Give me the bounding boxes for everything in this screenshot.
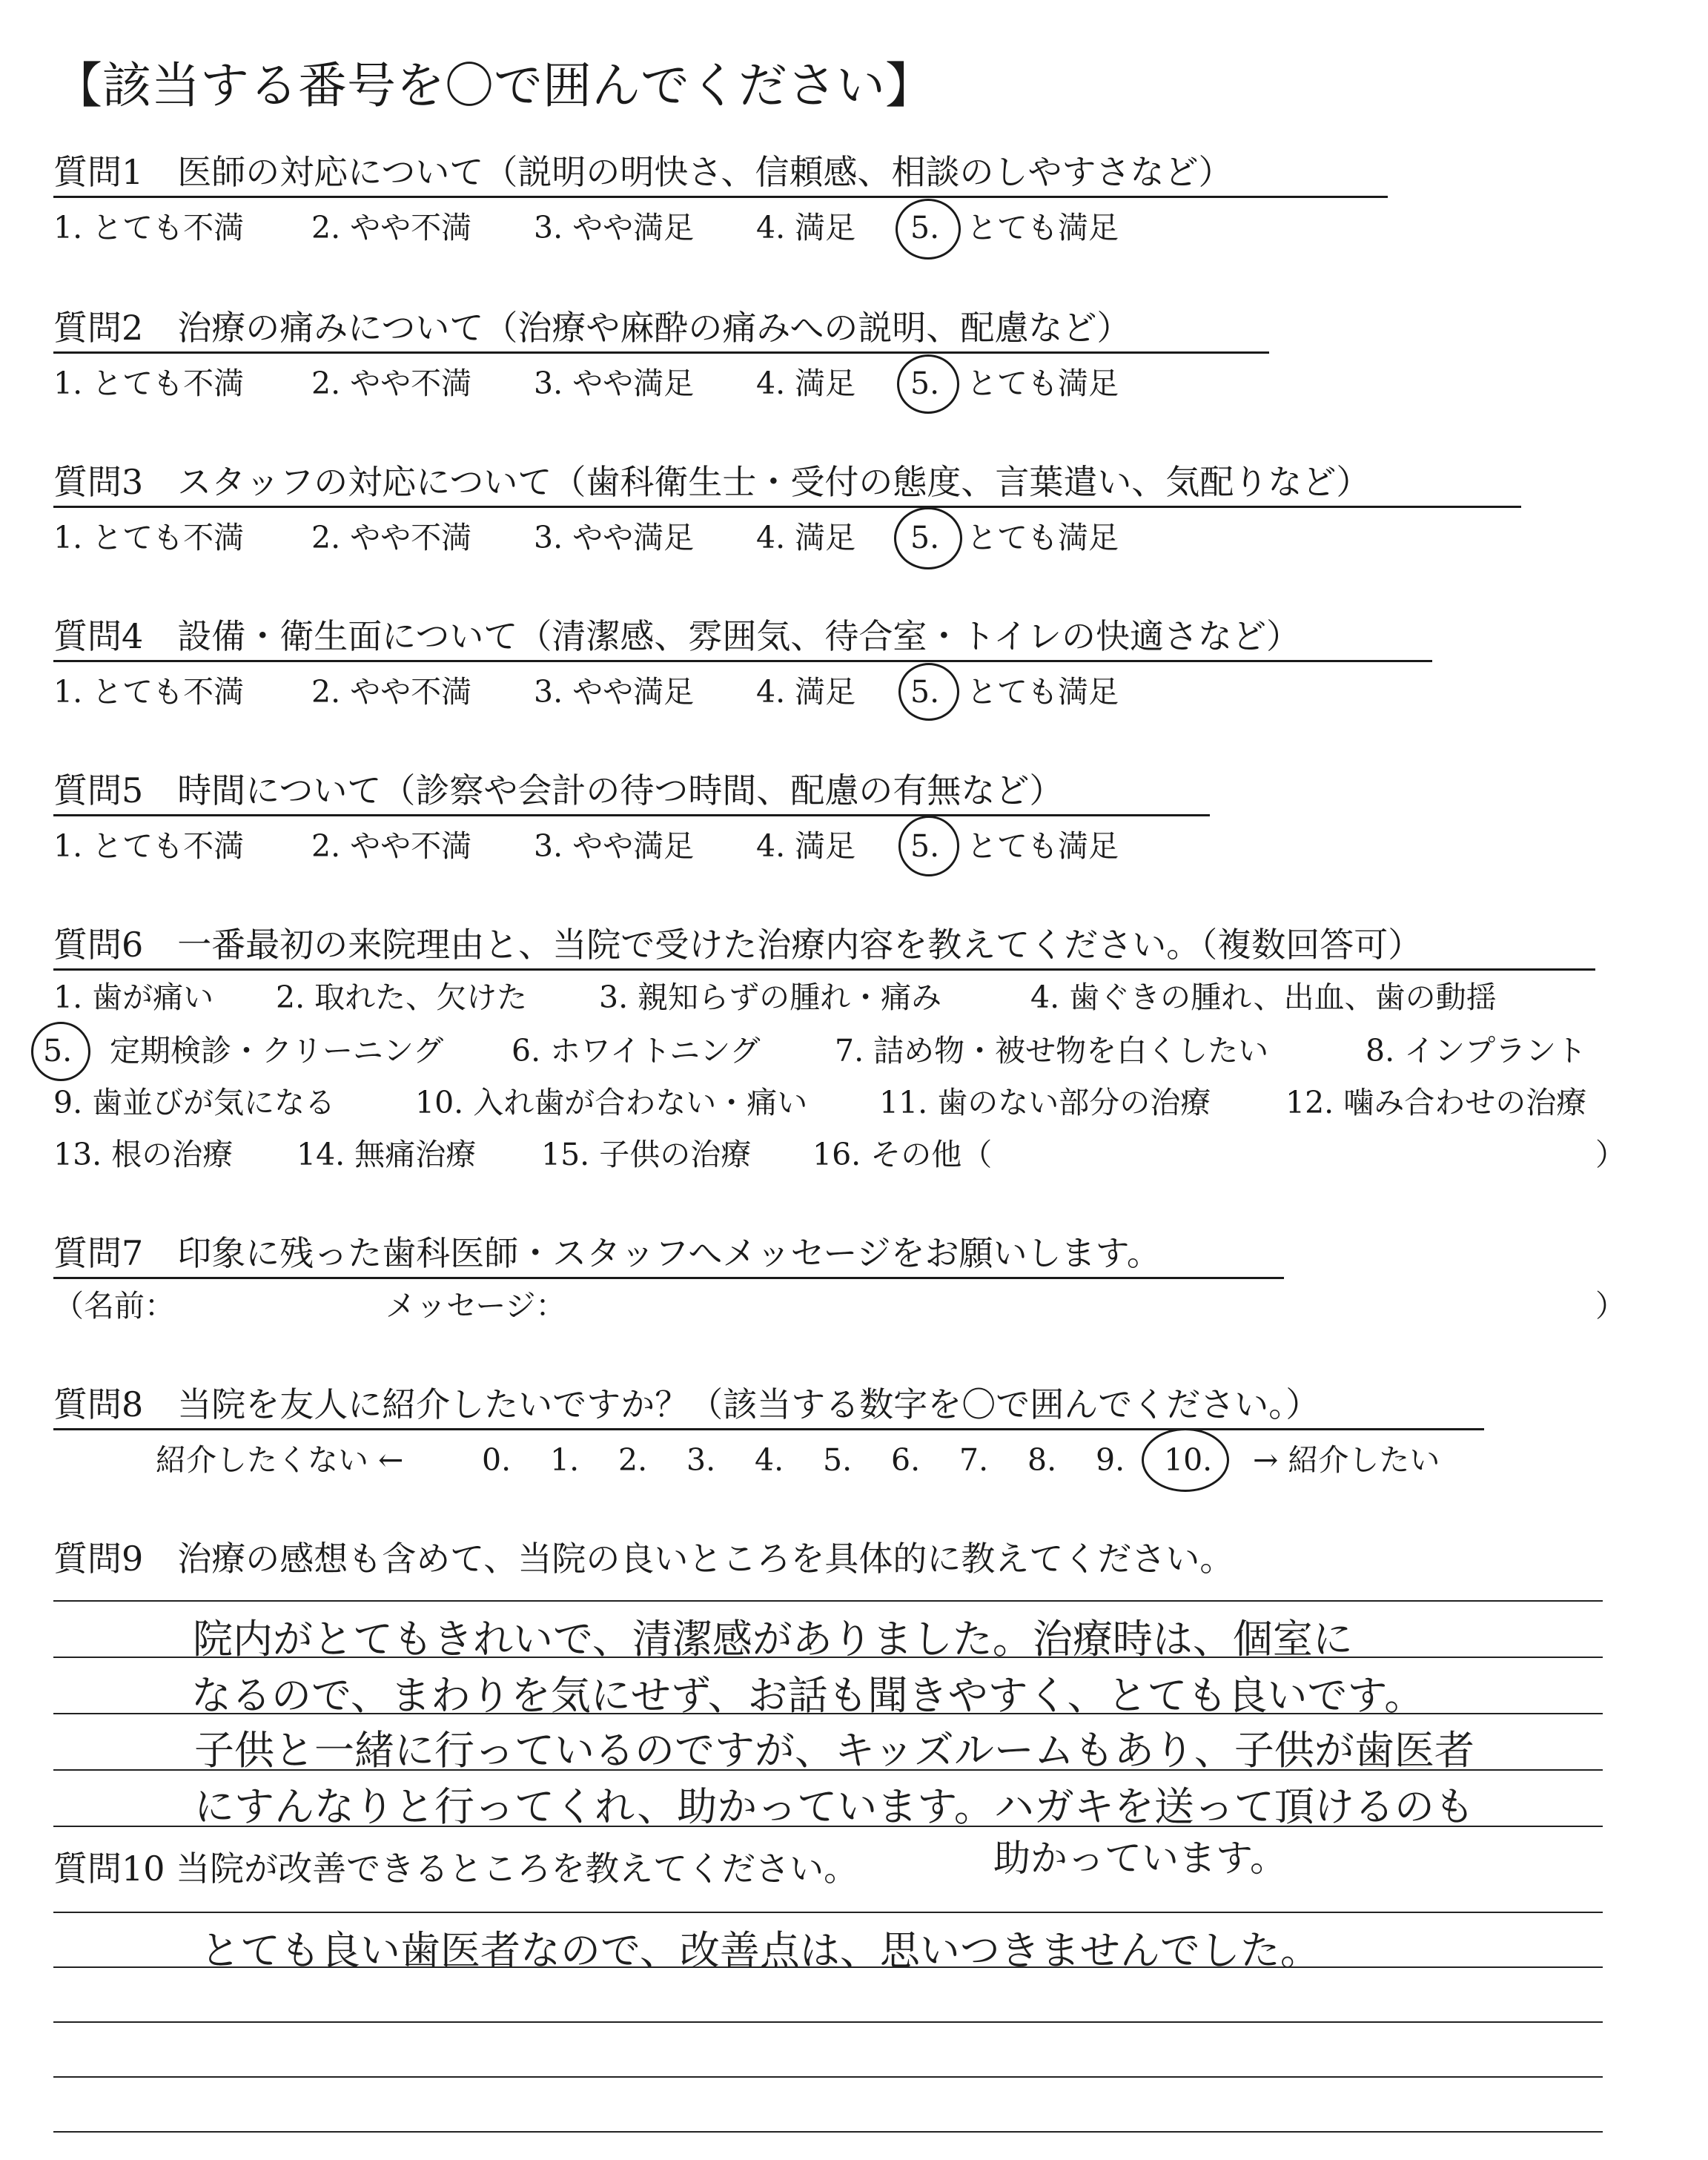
selection-circle [894, 507, 962, 569]
q1-opt3[interactable]: 3. やや満足 [534, 210, 695, 245]
q4-opt4[interactable]: 4. 満足 [756, 674, 856, 710]
q2-opt5-label: とても満足 [967, 366, 1119, 401]
underline [53, 1428, 1484, 1430]
q4-opt5-label: とても満足 [967, 674, 1119, 710]
q9-answer-line-2: なるので、まわりを気にせず、お話も聞きやすく、とても良いです。 [191, 1672, 1425, 1719]
selection-circle [31, 1022, 90, 1081]
q6-opt5-label: 定期検診・クリーニング [110, 1033, 444, 1069]
underline [53, 968, 1595, 971]
q6-opt1[interactable]: 1. 歯が痛い [53, 980, 214, 1015]
answer-line [53, 2131, 1603, 2133]
q1-opt4[interactable]: 4. 満足 [756, 210, 856, 245]
q6-opt4[interactable]: 4. 歯ぐきの腫れ、出血、歯の動揺 [1030, 980, 1497, 1015]
question-9-text: 質問9 治療の感想も含めて、当院の良いところを具体的に教えてください。 [53, 1539, 1234, 1579]
q2-opt3[interactable]: 3. やや満足 [534, 366, 695, 401]
q1-opt2[interactable]: 2. やや不満 [311, 210, 472, 245]
question-6-text: 質問6 一番最初の来院理由と、当院で受けた治療内容を教えてください。（複数回答可） [53, 925, 1423, 965]
q5-opt5-label: とても満足 [967, 828, 1119, 864]
q1-opt5[interactable]: 5. [910, 210, 940, 245]
q6-opt16[interactable]: 16. その他（ [812, 1137, 993, 1172]
q2-opt2[interactable]: 2. やや不満 [311, 366, 472, 401]
underline [53, 506, 1521, 508]
q5-opt3[interactable]: 3. やや満足 [534, 828, 695, 864]
q6-opt8[interactable]: 8. インプラント [1366, 1033, 1587, 1069]
q3-opt2[interactable]: 2. やや不満 [311, 520, 472, 555]
q1-opt5-label: とても満足 [967, 210, 1119, 245]
q9-answer-line-1: 院内がとてもきれいで、清潔感がありました。治療時は、個室に [193, 1616, 1353, 1662]
q6-opt5[interactable]: 5. [43, 1033, 73, 1069]
selection-circle [897, 354, 959, 414]
answer-line [53, 1912, 1603, 1913]
name-label: （名前： [53, 1288, 175, 1324]
q6-opt9[interactable]: 9. 歯並びが気になる [53, 1085, 336, 1120]
scale-left-label: 紹介したくない ← [156, 1442, 404, 1478]
q5-opt5[interactable]: 5. [910, 828, 940, 864]
selection-circle [898, 816, 959, 876]
q5-opt1[interactable]: 1. とても不満 [53, 828, 245, 864]
q10-answer: とても良い歯医者なので、改善点は、思いつきませんでした。 [200, 1927, 1320, 1974]
message-label: メッセージ： [385, 1288, 566, 1324]
q7-close: ） [1595, 1288, 1626, 1324]
selection-circle [1142, 1428, 1229, 1492]
selection-circle [898, 663, 959, 721]
q2-opt5[interactable]: 5. [910, 366, 940, 401]
scale-8[interactable]: 8. [1027, 1442, 1057, 1478]
underline [53, 196, 1388, 198]
q3-opt3[interactable]: 3. やや満足 [534, 520, 695, 555]
q2-opt1[interactable]: 1. とても不満 [53, 366, 245, 401]
q9-answer-line-5: 助かっています。 [993, 1837, 1287, 1880]
q6-opt15[interactable]: 15. 子供の治療 [541, 1137, 752, 1172]
q6-opt12[interactable]: 12. 噛み合わせの治療 [1285, 1085, 1587, 1120]
scale-3[interactable]: 3. [686, 1442, 716, 1478]
q6-opt6[interactable]: 6. ホワイトニング [512, 1033, 761, 1069]
answer-line [53, 1600, 1603, 1602]
scale-5[interactable]: 5. [823, 1442, 853, 1478]
scale-7[interactable]: 7. [959, 1442, 989, 1478]
q6-opt13[interactable]: 13. 根の治療 [53, 1137, 234, 1172]
q4-opt5[interactable]: 5. [910, 674, 940, 710]
answer-line [53, 2076, 1603, 2078]
q6-opt14[interactable]: 14. 無痛治療 [297, 1137, 477, 1172]
question-5-text: 質問5 時間について（診察や会計の待つ時間、配慮の有無など） [53, 770, 1064, 810]
q3-opt4[interactable]: 4. 満足 [756, 520, 856, 555]
scale-4[interactable]: 4. [755, 1442, 784, 1478]
scale-6[interactable]: 6. [891, 1442, 921, 1478]
q3-opt5-label: とても満足 [967, 520, 1119, 555]
q6-opt3[interactable]: 3. 親知らずの腫れ・痛み [599, 980, 942, 1015]
underline [53, 660, 1432, 662]
question-10-text: 質問10 当院が改善できるところを教えてください。 [53, 1849, 858, 1889]
q5-opt2[interactable]: 2. やや不満 [311, 828, 472, 864]
q6-opt2[interactable]: 2. 取れた、欠けた [276, 980, 528, 1015]
selection-circle [896, 199, 961, 260]
q6-opt16-close: ） [1595, 1137, 1626, 1172]
scale-right-label: → 紹介したい [1253, 1442, 1440, 1478]
question-2-text: 質問2 治療の痛みについて（治療や麻酔の痛みへの説明、配慮など） [53, 308, 1131, 348]
q5-opt4[interactable]: 4. 満足 [756, 828, 856, 864]
scale-1[interactable]: 1. [550, 1442, 580, 1478]
scale-10[interactable]: 10. [1164, 1442, 1213, 1478]
scale-9[interactable]: 9. [1096, 1442, 1125, 1478]
underline [53, 351, 1269, 354]
q4-opt1[interactable]: 1. とても不満 [53, 674, 245, 710]
q4-opt3[interactable]: 3. やや満足 [534, 674, 695, 710]
q9-answer-line-4: にすんなりと行ってくれ、助かっています。ハガキを送って頂けるのも [194, 1783, 1474, 1830]
answer-line [53, 2021, 1603, 2023]
q3-opt1[interactable]: 1. とても不満 [53, 520, 245, 555]
q9-answer-line-3: 子供と一緒に行っているのですが、キッズルームもあり、子供が歯医者 [194, 1727, 1474, 1774]
question-3-text: 質問3 スタッフの対応について（歯科衛生士・受付の態度、言葉遣い、気配りなど） [53, 462, 1371, 502]
scale-0[interactable]: 0. [482, 1442, 512, 1478]
q2-opt4[interactable]: 4. 満足 [756, 366, 856, 401]
q6-opt11[interactable]: 11. 歯のない部分の治療 [879, 1085, 1211, 1120]
question-8-text: 質問8 当院を友人に紹介したいですか？（該当する数字を〇で囲んでください。） [53, 1384, 1320, 1424]
q1-opt1[interactable]: 1. とても不満 [53, 210, 245, 245]
q4-opt2[interactable]: 2. やや不満 [311, 674, 472, 710]
underline [53, 1277, 1284, 1279]
question-1-text: 質問1 医師の対応について（説明の明快さ、信頼感、相談のしやすさなど） [53, 152, 1233, 192]
q6-opt10[interactable]: 10. 入れ歯が合わない・痛い [415, 1085, 808, 1120]
question-7-text: 質問7 印象に残った歯科医師・スタッフへメッセージをお願いします。 [53, 1233, 1161, 1273]
q6-opt7[interactable]: 7. 詰め物・被せ物を白くしたい [835, 1033, 1269, 1069]
question-4-text: 質問4 設備・衛生面について（清潔感、雰囲気、待合室・トイレの快適さなど） [53, 616, 1301, 656]
q3-opt5[interactable]: 5. [910, 520, 940, 555]
scale-2[interactable]: 2. [618, 1442, 648, 1478]
page-title: 【該当する番号を〇で囲んでください】 [53, 57, 934, 114]
underline [53, 814, 1210, 816]
